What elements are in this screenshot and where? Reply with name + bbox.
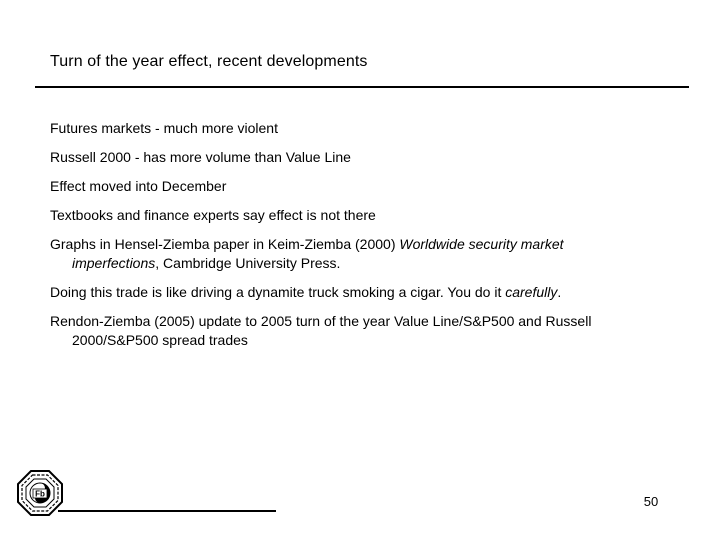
bullet-text: , Cambridge University Press. <box>155 255 341 271</box>
book-title-part2: imperfections <box>72 255 156 271</box>
bullet-continuation <box>50 254 700 273</box>
bullet-text: Effect moved into December <box>50 178 227 194</box>
slide-title: Turn of the year effect, recent developments <box>50 53 368 70</box>
bullet-text: Graphs in Hensel-Ziemba paper in Keim-Ziemba (2000) <box>50 236 400 252</box>
bullet-item <box>50 148 700 167</box>
bullet-text: . <box>557 284 562 300</box>
bullet-text: Futures markets - much more violent <box>50 120 278 136</box>
page-number: 50 <box>643 494 659 509</box>
svg-text:Fb: Fb <box>35 489 45 499</box>
octagon-emblem-icon <box>17 470 63 516</box>
bullet-item <box>50 206 700 225</box>
footer-divider <box>58 510 276 512</box>
emphasis-text: carefully <box>505 284 558 300</box>
bullet-text: Textbooks and finance experts say effect is not there <box>50 207 376 223</box>
bullet-item <box>50 283 700 302</box>
book-title-part1: Worldwide security market <box>399 236 564 252</box>
bullet-item <box>50 312 700 350</box>
bullet-text: Rendon-Ziemba (2005) update to 2005 turn of the year Value Line/S&P500 and Russell <box>50 313 592 329</box>
bullet-continuation: 2000/S&P500 spread trades <box>72 332 248 348</box>
title-divider <box>35 86 689 88</box>
bullet-item <box>50 235 700 273</box>
bullet-list <box>50 119 700 360</box>
bullet-text: Doing this trade is like driving a dynamite truck smoking a cigar. You do it <box>50 284 506 300</box>
bullet-text: Russell 2000 - has more volume than Value Line <box>50 149 351 165</box>
bullet-item <box>50 177 700 196</box>
bullet-item <box>50 119 700 138</box>
